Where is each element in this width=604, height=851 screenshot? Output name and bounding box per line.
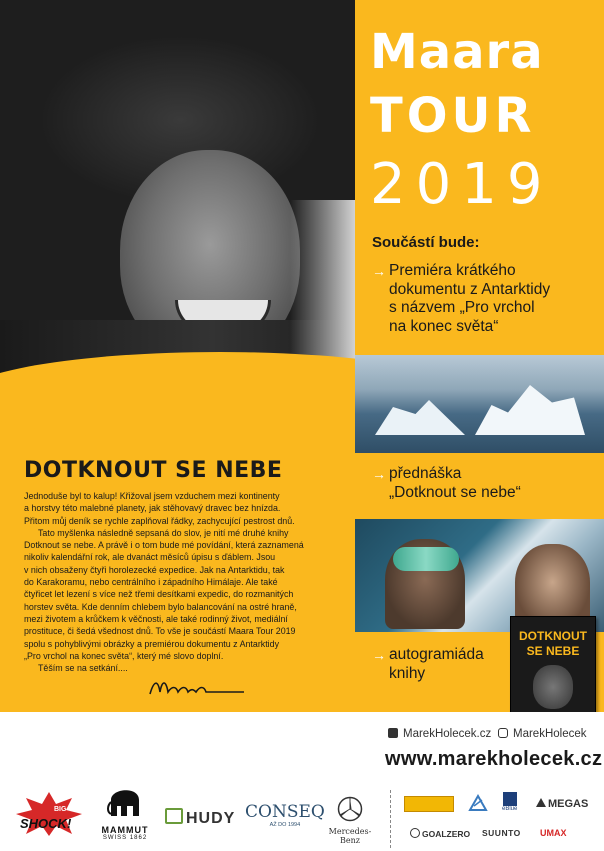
- eblue-text: eBlue: [502, 806, 518, 812]
- mammut-subtext: SWISS 1862: [102, 835, 148, 841]
- article-line: Jednoduše byl to kalup! Křižoval jsem vzduchem mezi kontinenty: [24, 491, 280, 501]
- hudy-icon: [165, 808, 183, 824]
- feature-premiere-line1: Premiéra krátkého: [389, 262, 516, 279]
- article-line: Dotknout se nebe. A právě i o tom bude mé povídání, která zaznamená: [24, 540, 304, 551]
- portrait-light: [290, 200, 355, 360]
- feature-premiere-line3: s názvem „Pro vrchol: [389, 299, 535, 316]
- arrow-icon: →: [372, 647, 386, 663]
- yellow-sponsor-logo: [404, 796, 454, 812]
- book-title-line1: DOTKNOUT: [519, 629, 587, 643]
- bigshock-text: SHOCK!: [20, 816, 72, 831]
- book-cover: [510, 616, 596, 718]
- sail-logo: [468, 794, 488, 817]
- eblue-logo: [502, 792, 517, 812]
- article-line: Těším se na setkání....: [38, 663, 128, 674]
- title-year: 2019: [370, 152, 553, 217]
- portrait-photo: [0, 0, 355, 395]
- article-body: [24, 490, 344, 674]
- mercedes-logo: [320, 796, 380, 845]
- signature: [148, 672, 248, 707]
- conseq-text: CONSEQ: [245, 802, 325, 822]
- title-tour: TOUR: [370, 88, 536, 144]
- feature-premiere: [372, 262, 550, 336]
- instagram-link[interactable]: [498, 728, 587, 740]
- mercedes-text: Mercedes-Benz: [328, 827, 372, 845]
- article-line: Přitom můj deník se rychle zaplňoval řádky, zachycující pestrost dnů.: [24, 515, 295, 526]
- article-line: mezi životem a krůčkem k věčnosti, ale také rodinný život, mediální: [24, 613, 288, 624]
- goalzero-icon: [410, 828, 420, 838]
- goggles-shape: [393, 547, 459, 571]
- article-heading: DOTKNOUT SE NEBE: [24, 458, 283, 483]
- goalzero-text: GOALZERO: [422, 829, 471, 839]
- sail-icon: [468, 794, 488, 812]
- feature-autograph-line1: autogramiáda: [389, 646, 484, 663]
- article-line: a horstvy této malebné planety, jak stěhovavý dravec bez hnízda.: [24, 503, 281, 514]
- hudy-text: HUDY: [186, 810, 236, 827]
- signature-graphic: [148, 672, 248, 702]
- footer-divider: [390, 790, 391, 848]
- article-line: do Karakoramu, nebo centrálního i západního Himálaje. Ale také: [24, 577, 278, 588]
- bigshock-big: BIG: [54, 806, 67, 813]
- footer: [0, 712, 604, 851]
- article-line: „Pro vrchol na konec světa“, který mé slovo doplní.: [24, 650, 224, 661]
- megas-logo: [536, 798, 588, 810]
- feature-autograph-line2: knihy: [389, 664, 426, 682]
- website-link[interactable]: www.marekholecek.cz: [385, 748, 603, 770]
- iceberg-shape: [375, 400, 465, 435]
- eblue-icon: [503, 792, 517, 806]
- features-heading: Součástí bude:: [372, 234, 480, 251]
- iceberg-shape: [475, 385, 585, 435]
- feature-autograph: [372, 646, 484, 683]
- bigshock-logo: [14, 790, 84, 843]
- facebook-icon: [388, 728, 398, 738]
- arrow-icon: →: [372, 263, 386, 279]
- title-maara: Maara: [370, 24, 544, 80]
- book-portrait: [533, 665, 573, 709]
- article-line: v nich obsaženy čtyři horolezecké expedice. Jak na Antarktidu, tak: [24, 564, 285, 575]
- conseq-logo: [245, 802, 325, 828]
- megas-icon: [536, 798, 546, 807]
- arrow-icon: →: [372, 466, 386, 482]
- antarctica-photo: [355, 355, 604, 453]
- conseq-subtext: AŽ DO 1994: [269, 822, 301, 828]
- feature-premiere-line2: dokumentu z Antarktidy: [389, 280, 551, 298]
- article-line: nikoliv kalendářní rok, ale dvanáct měsíců úpisu s ďáblem. Jsou: [24, 552, 276, 563]
- feature-lecture-line1: přednáška: [389, 465, 462, 482]
- article-line: prostituce, či šedá všednost dnů. To vše je součástí Maara Tour 2019: [24, 626, 296, 637]
- mammut-logo: [95, 782, 155, 841]
- instagram-icon: [498, 728, 508, 738]
- mammut-text: MAMMUT: [101, 825, 149, 835]
- article-line: spolu s pohyblivými obrázky a premiérou dokumentu z Antarktidy: [24, 638, 280, 649]
- mammoth-icon: [105, 782, 145, 820]
- facebook-label: MarekHolecek.cz: [403, 728, 492, 740]
- umax-logo: UMAX: [540, 828, 567, 838]
- article-line: horstev světa. Kde denním chlebem bylo balancování na ostré hraně,: [24, 601, 297, 612]
- megas-text: MEGAS: [548, 798, 589, 810]
- facebook-link[interactable]: [388, 728, 491, 740]
- mercedes-star-icon: [337, 796, 363, 822]
- feature-lecture: [372, 465, 521, 502]
- hudy-logo: [165, 808, 235, 828]
- suunto-logo: SUUNTO: [482, 828, 521, 838]
- article-line: čtyřicet let lezení s více než třemi desítkami expedic, do rozmanitých: [24, 589, 294, 600]
- instagram-label: MarekHolecek: [513, 728, 587, 740]
- feature-premiere-line4: na konec světa“: [389, 317, 499, 335]
- feature-lecture-line2: „Dotknout se nebe“: [389, 483, 521, 501]
- book-title-line2: SE NEBE: [526, 644, 580, 658]
- goalzero-logo: [410, 828, 470, 839]
- article-line: Tato myšlenka následně sepsaná do slov, je nití mé druhé knihy: [38, 527, 289, 538]
